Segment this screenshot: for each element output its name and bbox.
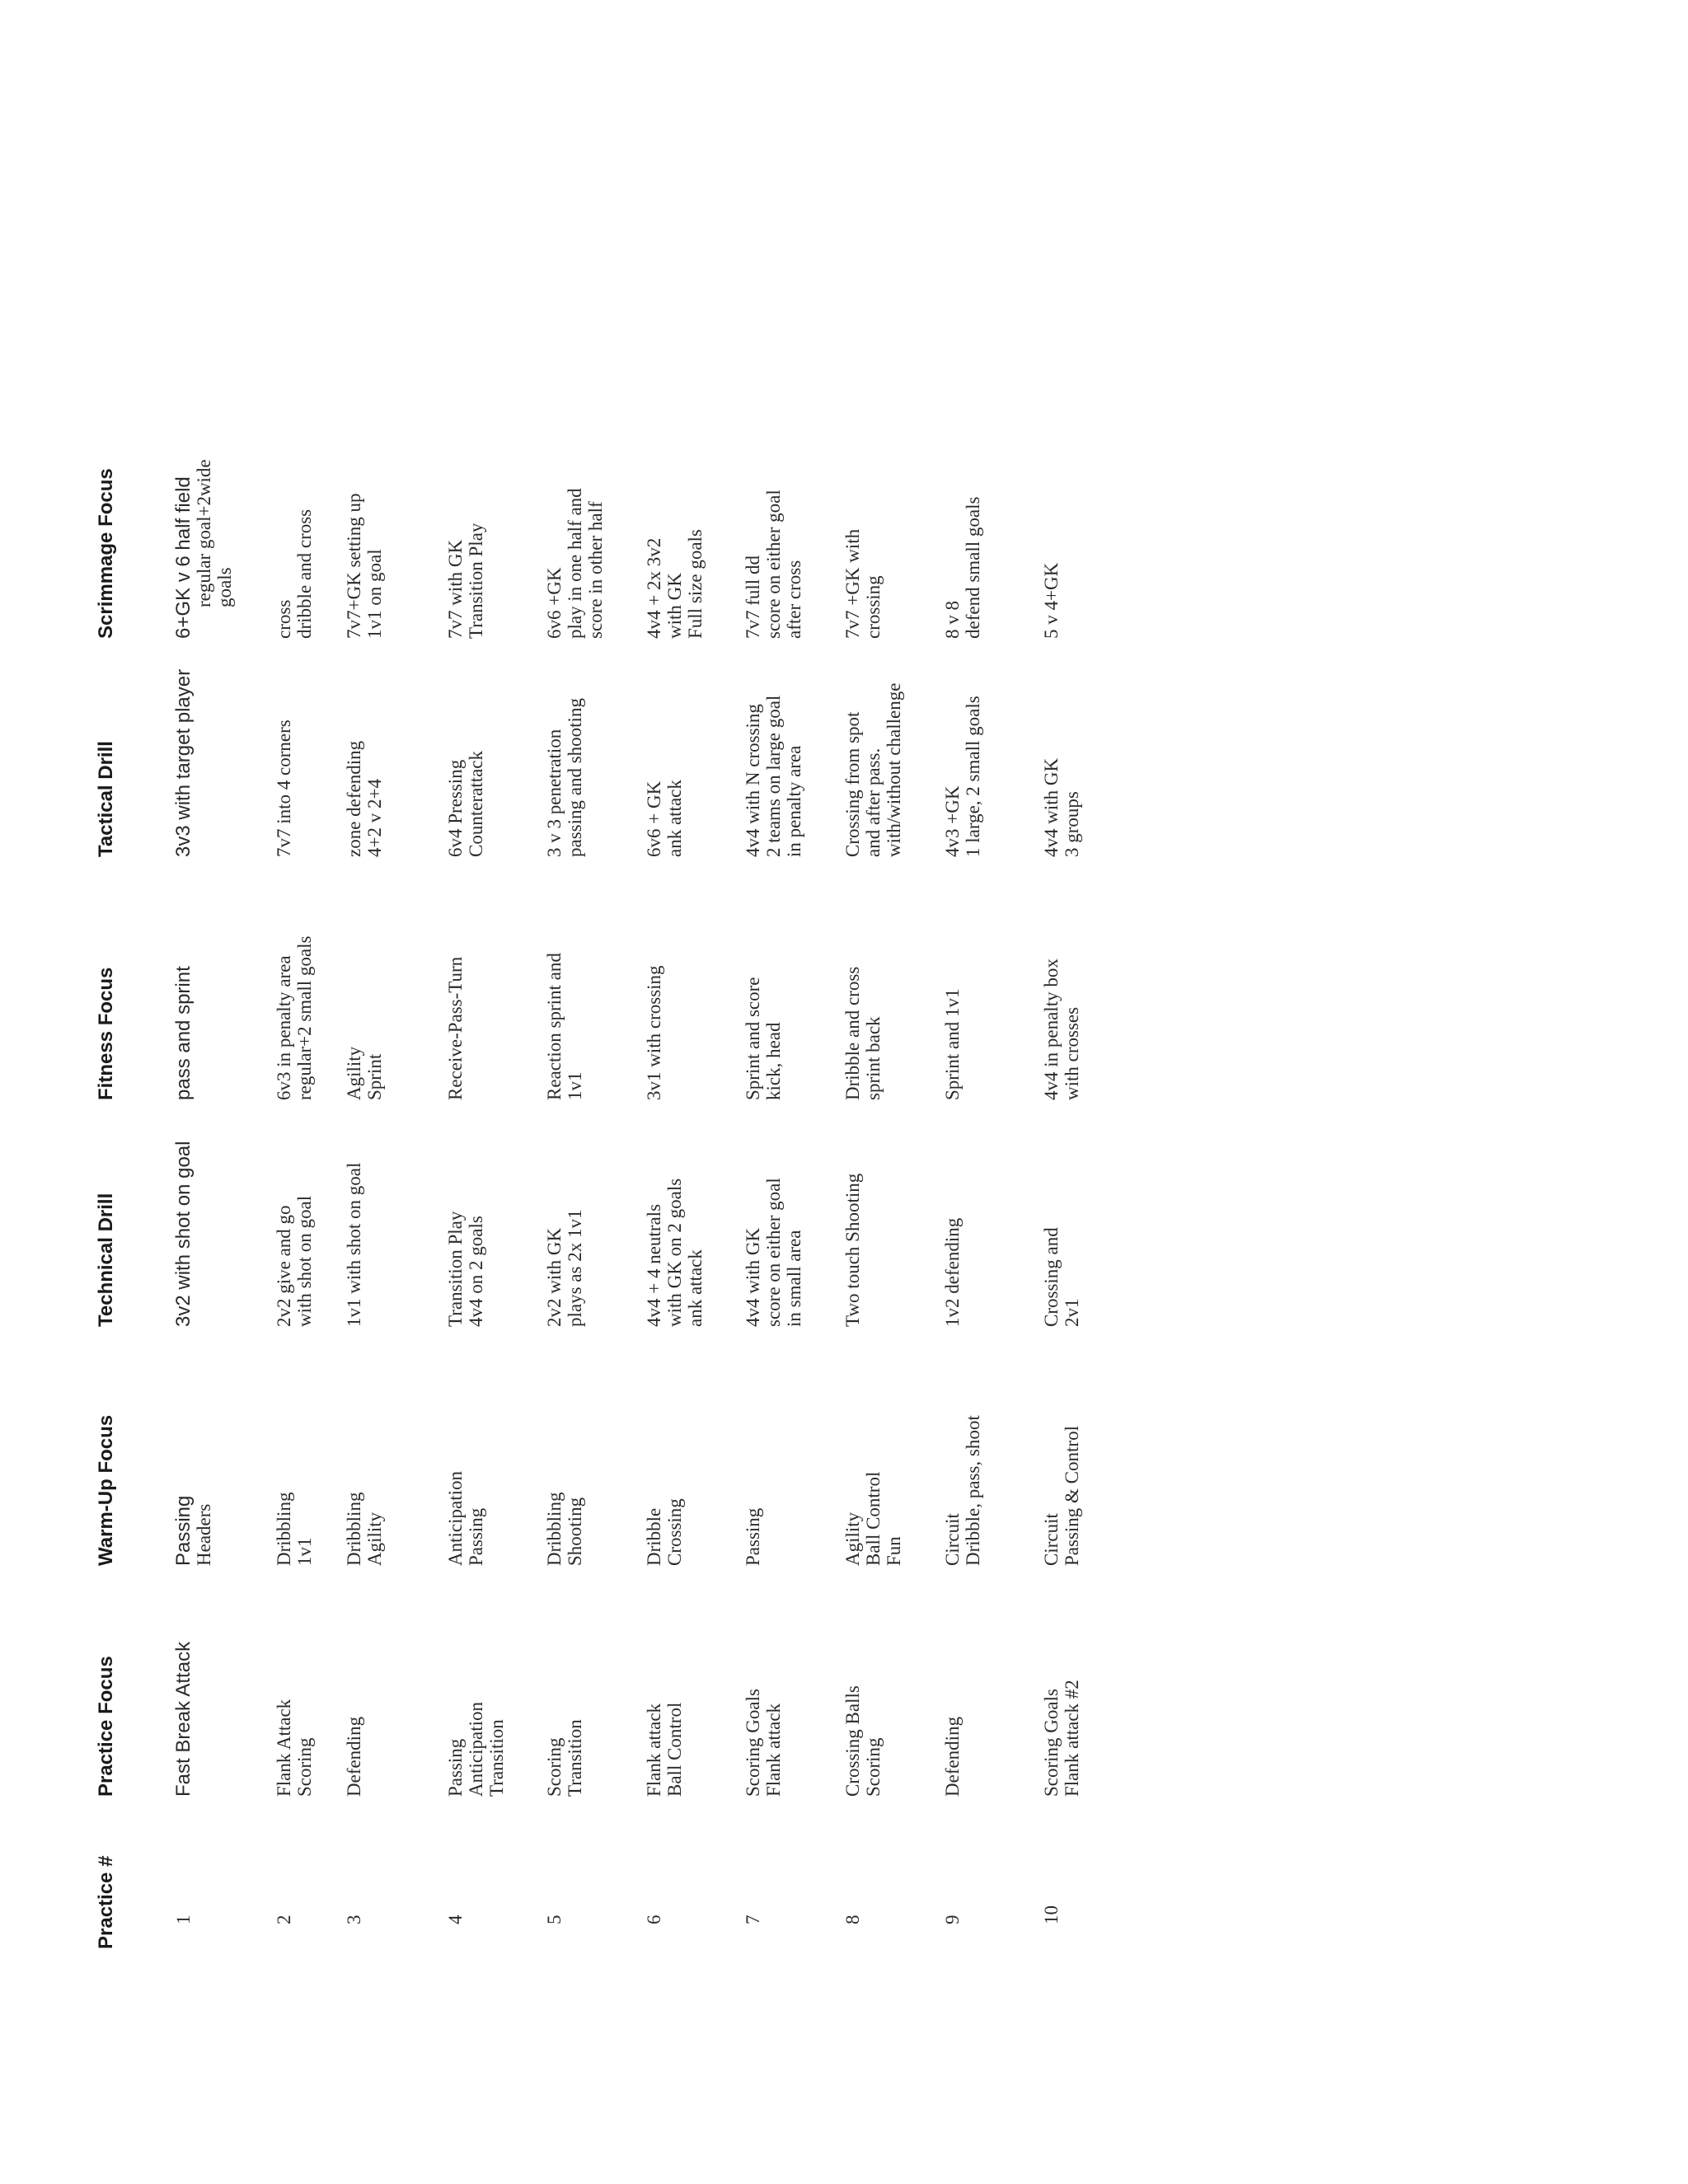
- cell-line: 3v3 with target player: [172, 668, 195, 857]
- cell-line: 1v1 with shot on goal: [344, 1162, 364, 1327]
- warmup-focus-cell: [1041, 1426, 1082, 1566]
- practice-number: [842, 1915, 863, 1925]
- header-fitness-focus: Fitness Focus: [95, 967, 117, 1100]
- cell-line: regular+2 small goals: [294, 935, 315, 1100]
- cell-line: passing and shooting: [565, 698, 585, 857]
- practice-number: [445, 1915, 466, 1925]
- warmup-focus-cell: [445, 1471, 486, 1566]
- cell-line: Full size goals: [685, 529, 706, 639]
- technical-drill-cell: [544, 1210, 585, 1327]
- cell-line: Passing: [466, 1507, 486, 1566]
- tactical-drill-cell: [173, 669, 195, 857]
- cell-line: 6v4 Pressing: [445, 759, 466, 857]
- cell-line: 6v6 +GK: [544, 567, 565, 639]
- fitness-focus-cell: [445, 957, 466, 1100]
- header-scrimmage-focus: Scrimmage Focus: [95, 468, 117, 639]
- warmup-focus-cell: [942, 1415, 983, 1566]
- warmup-focus-cell: [842, 1472, 904, 1566]
- technical-drill-cell: [1041, 1227, 1082, 1327]
- fitness-focus-cell: [1041, 958, 1082, 1100]
- technical-drill-cell: [274, 1196, 315, 1327]
- cell-line: Dribbling: [274, 1492, 294, 1566]
- cell-line: 3: [344, 1915, 364, 1924]
- cell-line: with GK: [664, 573, 685, 639]
- cell-line: Crossing from spot: [842, 711, 863, 857]
- cell-line: Fun: [884, 1536, 904, 1566]
- cell-line: Dribble and cross: [842, 966, 863, 1100]
- cell-line: Circuit: [942, 1513, 963, 1566]
- cell-line: Crossing and: [1041, 1227, 1062, 1327]
- cell-line: Sprint and 1v1: [942, 988, 963, 1100]
- cell-line: Defending: [942, 1716, 963, 1797]
- tactical-drill-cell: [544, 698, 585, 857]
- warmup-focus-cell: [274, 1493, 315, 1566]
- scrimmage-focus-cell: [942, 497, 983, 639]
- warmup-focus-cell: [743, 1508, 763, 1566]
- tactical-drill-cell: [644, 780, 685, 857]
- cell-line: 7: [743, 1915, 763, 1924]
- cell-line: with GK on 2 goals: [664, 1178, 685, 1327]
- fitness-focus-cell: [644, 965, 664, 1100]
- cell-line: Agility: [344, 1046, 364, 1100]
- cell-line: 7v7+GK setting up: [344, 493, 364, 639]
- header-tactical-drill: Tactical Drill: [95, 741, 117, 857]
- technical-drill-cell: [173, 1141, 195, 1327]
- cell-line: Crossing Balls: [842, 1685, 863, 1797]
- cell-line: Sprint and score: [743, 977, 763, 1100]
- cell-line: 5: [544, 1915, 565, 1924]
- cell-line: Ball Control: [664, 1702, 685, 1797]
- practice-number: [1041, 1905, 1062, 1924]
- cell-line: Anticipation: [466, 1702, 486, 1797]
- cell-line: 4v4 on 2 goals: [466, 1216, 486, 1327]
- cell-line: Sprint: [364, 1053, 385, 1100]
- cell-line: Transition: [565, 1719, 585, 1797]
- practice-number: [173, 1915, 194, 1925]
- cell-line: 10: [1041, 1905, 1062, 1924]
- scrimmage-focus-cell: [743, 490, 804, 639]
- cell-line: 7v7 into 4 corners: [274, 719, 294, 857]
- cell-line: 1v1 on goal: [364, 549, 385, 639]
- cell-line: Reaction sprint and: [544, 953, 565, 1100]
- cell-line: Fast Break Attack: [172, 1641, 195, 1797]
- cell-line: sprint back: [863, 1016, 884, 1100]
- cell-line: 1: [173, 1915, 194, 1924]
- cell-line: Dribbling: [544, 1492, 565, 1566]
- cell-line: score on either goal: [763, 490, 784, 639]
- cell-line: Scoring: [294, 1737, 315, 1797]
- practice-focus-cell: [1041, 1680, 1082, 1797]
- cell-line: regular goal+2wide: [194, 459, 214, 607]
- cell-line: Shooting: [565, 1497, 585, 1566]
- practice-focus-cell: [445, 1702, 507, 1797]
- cell-line: 3v2 with shot on goal: [172, 1141, 195, 1327]
- tactical-drill-cell: [942, 696, 983, 857]
- cell-line: dribble and cross: [294, 509, 315, 639]
- cell-line: cross: [274, 599, 294, 639]
- cell-line: 4v4 in penalty box: [1041, 958, 1062, 1100]
- cell-line: 6: [644, 1915, 664, 1924]
- cell-line: 1v1: [294, 1537, 315, 1566]
- cell-line: Flank attack #2: [1062, 1680, 1082, 1797]
- practice-focus-cell: [942, 1717, 963, 1797]
- cell-line: 6+GK v 6 half field: [172, 476, 195, 639]
- cell-line: 4+2 v 2+4: [364, 779, 385, 857]
- cell-line: 2v1: [1062, 1298, 1082, 1327]
- practice-focus-cell: [743, 1689, 784, 1797]
- technical-drill-cell: [344, 1163, 364, 1327]
- cell-line: Two touch Shooting: [842, 1173, 863, 1327]
- cell-line: crossing: [863, 575, 884, 639]
- cell-line: Dribbling: [344, 1492, 364, 1566]
- cell-line: score in other half: [585, 501, 606, 639]
- cell-line: defend small goals: [963, 496, 983, 639]
- header-row: [95, 400, 144, 1982]
- cell-line: zone defending: [344, 740, 364, 857]
- cell-line: 7v7 with GK: [445, 539, 466, 639]
- cell-line: Dribble, pass, shoot: [963, 1415, 983, 1566]
- cell-line: Anticipation: [445, 1471, 466, 1566]
- scrimmage-focus-cell: [644, 529, 706, 639]
- practice-focus-cell: [842, 1685, 884, 1797]
- cell-line: Agility: [364, 1511, 385, 1566]
- cell-line: 4v3 +GK: [942, 785, 963, 857]
- tactical-drill-cell: [1041, 758, 1082, 857]
- cell-line: Circuit: [1041, 1513, 1062, 1566]
- technical-drill-cell: [445, 1212, 486, 1327]
- tactical-drill-cell: [344, 741, 385, 857]
- cell-line: plays as 2x 1v1: [565, 1209, 585, 1327]
- cell-line: 7v7 +GK with: [842, 528, 863, 639]
- practice-focus-cell: [644, 1703, 685, 1797]
- cell-line: 6v3 in penalty area: [274, 955, 294, 1100]
- tactical-drill-cell: [274, 719, 294, 857]
- cell-line: with/without challenge: [884, 682, 904, 857]
- cell-line: Scoring: [544, 1737, 565, 1797]
- scrimmage-focus-cell: [842, 529, 884, 639]
- cell-line: Transition Play: [466, 523, 486, 639]
- cell-line: 2v2 with GK: [544, 1227, 565, 1327]
- cell-line: 4v4 + 4 neutrals: [644, 1203, 664, 1327]
- header-technical-drill: Technical Drill: [95, 1193, 117, 1327]
- cell-line: Defending: [344, 1716, 364, 1797]
- practice-number: [644, 1915, 664, 1925]
- cell-line: Dribble: [644, 1507, 664, 1566]
- cell-line: 8: [842, 1915, 863, 1924]
- cell-line: 2 teams on large goal: [763, 695, 784, 857]
- scrimmage-focus-cell: [173, 459, 235, 639]
- cell-line: ank attack: [664, 780, 685, 857]
- practice-number: [344, 1915, 364, 1925]
- cell-line: after cross: [784, 560, 804, 639]
- cell-line: goals: [214, 567, 235, 607]
- header-practice-num: Practice #: [95, 1855, 117, 1949]
- cell-line: 4v4 with N crossing: [743, 704, 763, 857]
- technical-drill-cell: [644, 1179, 706, 1327]
- cell-line: 4: [445, 1915, 466, 1924]
- fitness-focus-cell: [173, 966, 195, 1100]
- practice-plan-table: [95, 400, 1082, 1982]
- cell-line: 6v6 + GK: [644, 780, 664, 857]
- cell-line: Crossing: [664, 1498, 685, 1566]
- cell-line: 9: [942, 1915, 963, 1924]
- cell-line: 4v4 with GK: [743, 1227, 763, 1327]
- cell-line: 1v1: [565, 1071, 585, 1100]
- technical-drill-cell: [942, 1218, 963, 1327]
- fitness-focus-cell: [344, 1047, 385, 1100]
- cell-line: Ball Control: [863, 1471, 884, 1566]
- fitness-focus-cell: [842, 967, 884, 1100]
- cell-line: Transition Play: [445, 1211, 466, 1327]
- cell-line: Flank attack: [644, 1703, 664, 1797]
- practice-focus-cell: [544, 1719, 585, 1797]
- cell-line: 1v2 defending: [942, 1217, 963, 1327]
- cell-line: play in one half and: [565, 488, 585, 639]
- cell-line: 4v4 + 2x 3v2: [644, 537, 664, 639]
- cell-line: 8 v 8: [942, 601, 963, 639]
- practice-focus-cell: [274, 1699, 315, 1797]
- cell-line: Passing & Control: [1062, 1426, 1082, 1566]
- cell-line: 2v2 give and go: [274, 1205, 294, 1327]
- warmup-focus-cell: [644, 1498, 685, 1566]
- cell-line: Scoring Goals: [743, 1689, 763, 1797]
- practice-number: [942, 1915, 963, 1925]
- cell-line: 7v7 full dd: [743, 555, 763, 639]
- practice-focus-cell: [173, 1642, 195, 1797]
- scrimmage-focus-cell: [544, 488, 606, 639]
- warmup-focus-cell: [344, 1493, 385, 1566]
- warmup-focus-cell: [173, 1496, 214, 1566]
- tactical-drill-cell: [445, 751, 486, 857]
- cell-line: kick, head: [763, 1022, 784, 1100]
- cell-line: 2: [274, 1915, 294, 1924]
- cell-line: ank attack: [685, 1249, 706, 1327]
- cell-line: Passing: [172, 1495, 195, 1566]
- scrimmage-focus-cell: [445, 523, 486, 639]
- cell-line: score on either goal: [763, 1178, 784, 1327]
- cell-line: Transition: [486, 1719, 507, 1797]
- cell-line: 5 v 4+GK: [1041, 562, 1062, 639]
- cell-line: 4v4 with GK: [1041, 757, 1062, 857]
- technical-drill-cell: [842, 1174, 863, 1327]
- cell-line: Headers: [194, 1503, 214, 1566]
- scrimmage-focus-cell: [274, 509, 315, 639]
- cell-line: Scoring Goals: [1041, 1689, 1062, 1797]
- cell-line: Scoring: [863, 1737, 884, 1797]
- cell-line: in small area: [784, 1230, 804, 1327]
- cell-line: pass and sprint: [172, 966, 195, 1100]
- fitness-focus-cell: [743, 977, 784, 1100]
- cell-line: 3v1 with crossing: [644, 965, 664, 1100]
- cell-line: Passing: [445, 1738, 466, 1797]
- fitness-focus-cell: [544, 953, 585, 1100]
- warmup-focus-cell: [544, 1493, 585, 1566]
- cell-line: Flank attack: [763, 1703, 784, 1797]
- header-warmup-focus: Warm-Up Focus: [95, 1414, 117, 1566]
- tactical-drill-cell: [743, 696, 804, 857]
- cell-line: 3 groups: [1062, 791, 1082, 857]
- scrimmage-focus-cell: [344, 493, 385, 639]
- practice-number: [544, 1915, 565, 1925]
- cell-line: Passing: [743, 1507, 763, 1566]
- cell-line: Agility: [842, 1511, 863, 1566]
- practice-focus-cell: [344, 1717, 364, 1797]
- practice-number: [274, 1915, 294, 1925]
- cell-line: with shot on goal: [294, 1195, 315, 1327]
- tactical-drill-cell: [842, 683, 904, 857]
- cell-line: in penalty area: [784, 745, 804, 857]
- header-practice-focus: Practice Focus: [95, 1656, 117, 1797]
- cell-line: Counterattack: [466, 750, 486, 857]
- cell-line: and after pass.: [863, 748, 884, 857]
- fitness-focus-cell: [274, 936, 315, 1100]
- technical-drill-cell: [743, 1178, 804, 1327]
- practice-number: [743, 1915, 763, 1925]
- cell-line: 3 v 3 penetration: [544, 729, 565, 857]
- cell-line: Receive-Pass-Turn: [445, 956, 466, 1100]
- cell-line: 1 large, 2 small goals: [963, 696, 983, 857]
- cell-line: with crosses: [1062, 1006, 1082, 1100]
- fitness-focus-cell: [942, 989, 963, 1100]
- scrimmage-focus-cell: [1041, 563, 1062, 639]
- cell-line: Flank Attack: [274, 1699, 294, 1797]
